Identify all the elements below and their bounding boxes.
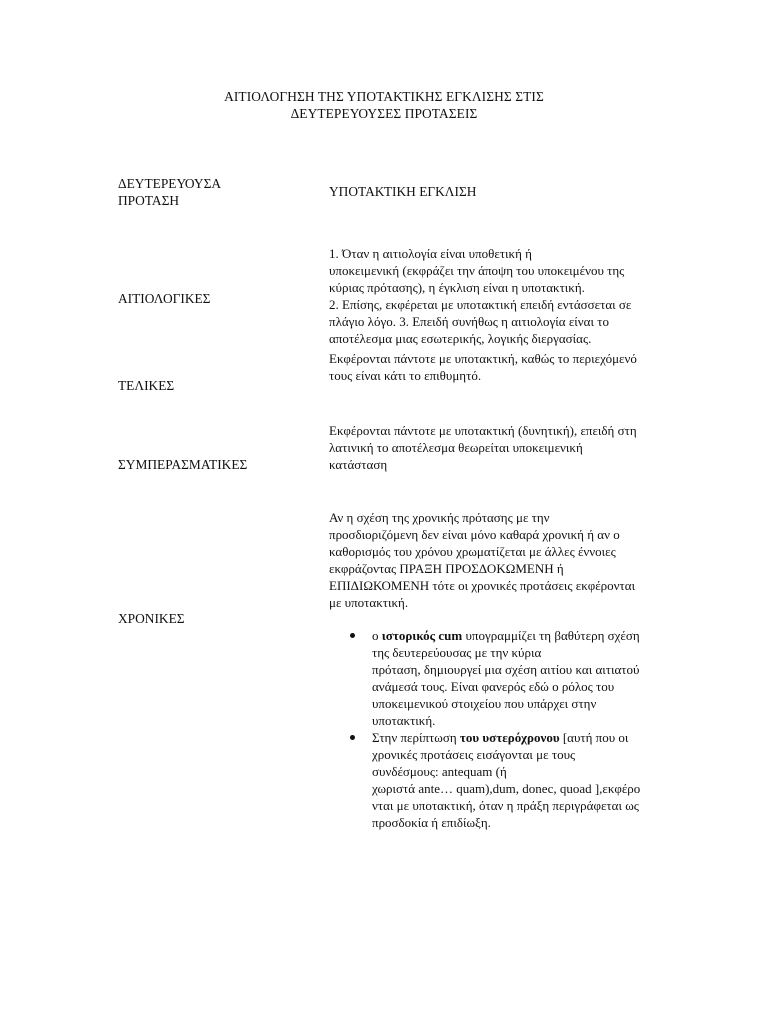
text-line: συνδέσμους: antequam (ή [372,764,507,779]
text-line: ανάμεσά τους. Είναι φανερός εδώ ο ρόλος του [372,679,615,694]
text-line: λατινική το αποτέλεσμα θεωρείται υποκειμενική [329,440,583,455]
text-line: Αν η σχέση της χρονικής πρότασης με την [329,510,550,525]
inline-text: [αυτή που οι [559,730,629,745]
text-line: κύριας πρότασης), η έγκλιση είναι η υποτακτική. [329,280,585,295]
text-line: με υποτακτική. [329,595,409,610]
text-line: 1. Όταν η αιτιολογία είναι υποθετική ή [329,246,532,261]
inline-text: υπογραμμίζει τη βαθύτερη σχέση [462,628,640,643]
text-line: πρόταση, δημιουργεί μια σχέση αιτίου και αιτιατού [372,662,640,677]
text-line: εκφράζοντας ΠΡΑΞΗ ΠΡΟΣΔΟΚΩΜΕΝΗ ή [329,561,564,576]
text-line [372,729,700,746]
text-line: χωριστά ante… quam),dum, donec, quoad ],εκφέρο [372,781,641,796]
document-title-line-1: ΑΙΤΙΟΛΟΓΗΣΗ ΤΗΣ ΥΠΟΤΑΚΤΙΚΗΣ ΕΓΚΛΙΣΗΣ ΣΤΙΣ [224,89,544,104]
text-line: υποκειμενική (εκφράζει την άποψη του υποκειμένου της [329,263,625,278]
row-label-symperasmatikes: ΣΥΜΠΕΡΑΣΜΑΤΙΚΕΣ [118,457,248,472]
text-line: υποτακτική. [372,713,436,728]
list-item [344,729,700,831]
text-line: καθορισμός του χρόνου χρωματίζεται με άλλες έννοιες [329,544,616,559]
text-line: Εκφέρονται πάντοτε με υποτακτική, καθώς το περιεχόμενό [329,351,637,366]
text-line: χρονικές προτάσεις εισάγονται με τους [372,747,576,762]
header-left-line-1: ΔΕΥΤΕΡΕΥΟΥΣΑ [118,176,222,191]
xronikes-bullet-list [344,627,700,831]
inline-text: ο [372,628,382,643]
text-line: 2. Επίσης, εκφέρεται με υποτακτική επειδή εντάσσεται σε [329,297,632,312]
bold-term: ιστορικός cum [381,628,463,643]
text-line: τους είναι κάτι το επιθυμητό. [329,368,482,383]
row-label-aitiologikes: ΑΙΤΙΟΛΟΓΙΚΕΣ [118,291,211,306]
row-text-xronikes [329,509,699,611]
list-item [344,627,700,729]
text-line: προσδιοριζόμενη δεν είναι μόνο καθαρά χρονική ή αν ο [329,527,620,542]
row-text-telikes [329,350,699,384]
document-title-line-2: ΔΕΥΤΕΡΕΥΟΥΣΕΣ ΠΡΟΤΑΣΕΙΣ [290,106,478,121]
row-text-symperasmatikes [329,422,699,473]
bullet-icon [350,633,355,638]
header-left-line-2: ΠΡΟΤΑΣΗ [118,193,180,208]
text-line: αποτέλεσμα μιας εσωτερικής, λογικής διεργασίας. [329,331,592,346]
row-label-xronikes: ΧΡΟΝΙΚΕΣ [118,611,185,626]
row-text-aitiologikes [329,245,699,347]
text-line: πλάγιο λόγο. 3. Επειδή συνήθως η αιτιολογία είναι το [329,314,609,329]
text-line: της δευτερεύουσας με την κύρια [372,645,542,660]
bullet-icon [350,735,355,740]
text-line: προσδοκία ή επιδίωξη. [372,815,491,830]
text-line: υποκειμενικού στοιχείου που υπάρχει στην [372,696,597,711]
inline-text: Στην περίπτωση [372,730,460,745]
header-right: ΥΠΟΤΑΚΤΙΚΗ ΕΓΚΛΙΣΗ [329,184,477,199]
text-line: νται με υποτακτική, όταν η πράξη περιγράφεται ως [372,798,639,813]
text-line [372,627,700,644]
text-line: ΕΠΙΔΙΩΚΟΜΕΝΗ τότε οι χρονικές προτάσεις εκφέρονται [329,578,636,593]
text-line: Εκφέρονται πάντοτε με υποτακτική (δυνητική), επειδή στη [329,423,637,438]
bold-term: του υστερόχρονου [459,730,560,745]
row-label-telikes: ΤΕΛΙΚΕΣ [118,378,175,393]
text-line: κατάσταση [329,457,388,472]
